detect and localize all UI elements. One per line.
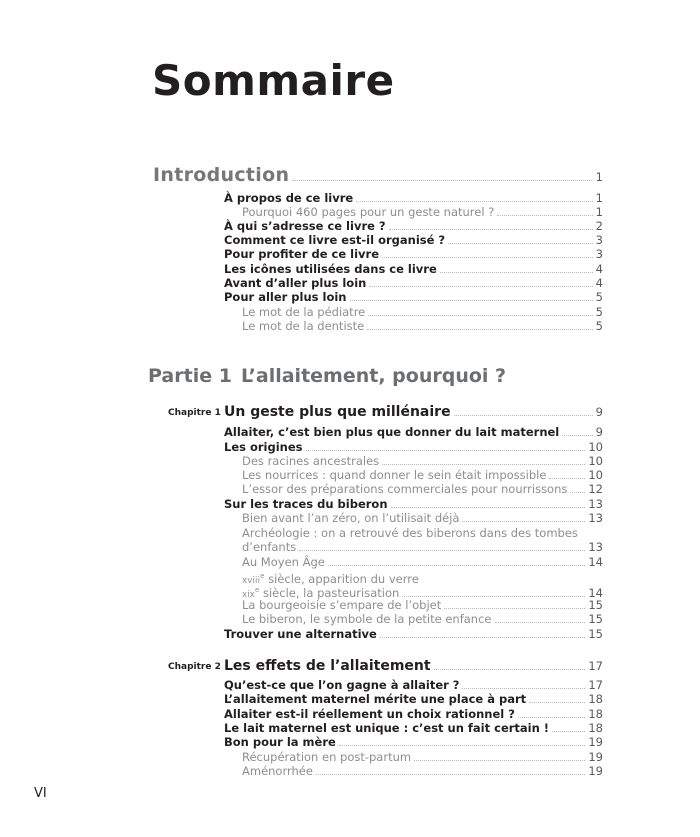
page-number: 2 xyxy=(595,219,603,233)
chapter-title: Un geste plus que millénaire xyxy=(224,404,451,420)
entry-label-line1: Archéologie : on a retrouvé des biberons dans des tombes xyxy=(242,526,578,540)
entry-label: Pour profiter de ce livre xyxy=(224,247,379,261)
entry-label: Le lait maternel est unique : c’est un fait certain ! xyxy=(224,721,550,735)
toc-entry[interactable] xyxy=(242,305,603,319)
page-number: 3 xyxy=(595,233,603,247)
entry-label: La bourgeoisie s’empare de l’objet xyxy=(242,598,442,612)
leader-dots xyxy=(306,450,586,451)
page-number: 15 xyxy=(588,612,603,626)
toc-entry[interactable] xyxy=(224,627,603,641)
leader-dots xyxy=(350,300,593,301)
leader-dots xyxy=(448,243,593,244)
entry-label: Le mot de la dentiste xyxy=(242,319,365,333)
page-number: 1 xyxy=(595,205,603,219)
toc-entry[interactable] xyxy=(224,191,603,205)
toc-entry[interactable] xyxy=(224,440,603,454)
page-number: 18 xyxy=(588,692,603,706)
leader-dots xyxy=(380,637,586,638)
page-number: 1 xyxy=(595,191,603,205)
entry-label: Trouver une alternative xyxy=(224,627,377,641)
part-heading[interactable] xyxy=(148,365,506,387)
entry-label: Les nourrices : quand donner le sein était impossible xyxy=(242,468,547,482)
leader-dots xyxy=(562,435,592,436)
page-number: 18 xyxy=(588,721,603,735)
chapter-label: Chapitre 2 xyxy=(168,662,221,672)
page-folio: VI xyxy=(34,786,47,801)
page-number: 19 xyxy=(588,735,603,749)
century-numeral: xviii xyxy=(242,575,261,586)
leader-dots xyxy=(391,507,586,508)
leader-dots xyxy=(440,272,593,273)
toc-entry[interactable] xyxy=(224,233,603,247)
page-number: 19 xyxy=(588,764,603,778)
page-number: 17 xyxy=(588,659,603,673)
toc-entry[interactable] xyxy=(242,482,603,496)
toc-entry[interactable] xyxy=(224,678,603,692)
leader-dots xyxy=(369,286,592,287)
toc-entry[interactable] xyxy=(242,764,603,778)
page-number: 10 xyxy=(588,468,603,482)
entry-label: siècle, apparition du verre xyxy=(264,571,419,586)
page-title: Sommaire xyxy=(152,56,395,105)
entry-label: Sur les traces du biberon xyxy=(224,497,388,511)
leader-dots xyxy=(462,521,585,522)
entry-label: L’essor des préparations commerciales pour nourrissons xyxy=(242,482,568,496)
page-number: 4 xyxy=(595,276,603,290)
page-number: 14 xyxy=(588,585,603,600)
toc-entry[interactable] xyxy=(224,721,603,735)
toc-entry[interactable] xyxy=(224,497,603,511)
entry-label: siècle, la pasteurisation xyxy=(259,585,400,600)
page-number: 5 xyxy=(595,305,603,319)
page-number: 10 xyxy=(588,440,603,454)
century-numeral: xix xyxy=(242,589,256,600)
toc-entry[interactable] xyxy=(242,612,603,626)
chapter-label: Chapitre 1 xyxy=(168,408,221,418)
leader-dots xyxy=(382,464,585,465)
entry-label: Bien avant l’an zéro, on l’utilisait déjà xyxy=(242,511,460,525)
entry-label: Pourquoi 460 pages pour un geste naturel ? xyxy=(242,205,495,219)
toc-entry[interactable] xyxy=(224,276,603,290)
leader-dots xyxy=(316,774,585,775)
toc-entry[interactable] xyxy=(224,262,603,276)
leader-dots xyxy=(434,669,586,670)
toc-entry-introduction[interactable] xyxy=(153,164,603,186)
page-number: 17 xyxy=(588,678,603,692)
toc-entry[interactable] xyxy=(224,707,603,721)
page-number: 5 xyxy=(595,319,603,333)
entry-label: Les icônes utilisées dans ce livre xyxy=(224,262,437,276)
toc-entry[interactable] xyxy=(242,583,603,600)
toc-chapter-entry[interactable] xyxy=(224,404,603,421)
introduction-title: Introduction xyxy=(153,164,290,186)
entry-label: Aménorrhée xyxy=(242,764,313,778)
leader-dots xyxy=(367,329,592,330)
toc-entry[interactable] xyxy=(224,247,603,261)
leader-dots xyxy=(389,229,593,230)
entry-label: Au Moyen Âge xyxy=(242,555,325,569)
leader-dots xyxy=(444,608,585,609)
page-number: 14 xyxy=(588,555,603,569)
page-number: 12 xyxy=(588,482,603,496)
part-title: L’allaitement, pourquoi ? xyxy=(240,365,507,387)
entry-label: Le mot de la pédiatre xyxy=(242,305,366,319)
century-suffix: e xyxy=(255,586,260,594)
entry-label: Bon pour la mère xyxy=(224,735,336,749)
page-number: 1 xyxy=(595,170,603,184)
toc-entry[interactable] xyxy=(224,290,603,304)
page-number: 15 xyxy=(588,598,603,612)
entry-label: Récupération en post-partum xyxy=(242,750,412,764)
leader-dots xyxy=(529,702,585,703)
page-number: 5 xyxy=(595,290,603,304)
page-number: 3 xyxy=(595,247,603,261)
entry-label: L’allaitement maternel mérite une place à part xyxy=(224,692,527,706)
entry-label: Allaiter, c’est bien plus que donner du lait maternel xyxy=(224,425,560,439)
leader-dots xyxy=(402,596,585,597)
entry-label: Qu’est-ce que l’on gagne à allaiter ? xyxy=(224,678,460,692)
entry-label: d’enfants xyxy=(242,540,297,554)
leader-dots xyxy=(382,257,593,258)
page-number: 15 xyxy=(588,627,603,641)
toc-entry[interactable] xyxy=(242,598,603,612)
toc-entry[interactable] xyxy=(224,692,603,706)
leader-dots xyxy=(454,415,593,416)
toc-entry[interactable] xyxy=(242,540,603,554)
part-label: Partie 1 xyxy=(148,365,232,387)
entry-label: À propos de ce livre xyxy=(224,191,354,205)
toc-entry[interactable] xyxy=(242,454,603,468)
page-number: 13 xyxy=(588,540,603,554)
leader-dots xyxy=(462,688,585,689)
leader-dots xyxy=(570,492,585,493)
toc-entry[interactable] xyxy=(242,750,603,764)
page-number: 10 xyxy=(588,454,603,468)
leader-dots xyxy=(356,201,592,202)
entry-label: Allaiter est-il réellement un choix rationnel ? xyxy=(224,707,515,721)
entry-label: À qui s’adresse ce livre ? xyxy=(224,219,386,233)
entry-label: Le biberon, le symbole de la petite enfance xyxy=(242,612,492,626)
page-number: 13 xyxy=(588,497,603,511)
leader-dots xyxy=(518,717,585,718)
toc-entry[interactable] xyxy=(242,511,603,525)
chapter-title: Les effets de l’allaitement xyxy=(224,658,431,674)
page-number: 9 xyxy=(595,425,603,439)
leader-dots xyxy=(549,478,585,479)
leader-dots xyxy=(339,745,586,746)
toc-entry[interactable] xyxy=(224,219,603,233)
page-number: 19 xyxy=(588,750,603,764)
entry-label: Pour aller plus loin xyxy=(224,290,347,304)
entry-label: Les origines xyxy=(224,440,303,454)
toc-entry[interactable] xyxy=(224,425,603,439)
entry-label: Avant d’aller plus loin xyxy=(224,276,367,290)
leader-dots xyxy=(299,550,585,551)
toc-entry[interactable] xyxy=(242,319,603,333)
toc-chapter-entry[interactable] xyxy=(224,658,603,675)
toc-entry[interactable] xyxy=(242,555,603,569)
leader-dots xyxy=(495,622,586,623)
leader-dots xyxy=(368,315,592,316)
page-number: 13 xyxy=(588,511,603,525)
toc-entry[interactable] xyxy=(242,468,603,482)
leader-dots xyxy=(328,565,586,566)
page-number: 4 xyxy=(595,262,603,276)
toc-entry[interactable] xyxy=(224,735,603,749)
century-suffix: e xyxy=(260,572,265,580)
page-number: 9 xyxy=(595,405,603,419)
toc-entry[interactable] xyxy=(242,205,603,219)
leader-dots xyxy=(552,731,585,732)
leader-dots xyxy=(497,215,592,216)
page-number: 18 xyxy=(588,707,603,721)
entry-label: Des racines ancestrales xyxy=(242,454,380,468)
leader-dots xyxy=(414,760,585,761)
entry-label: Comment ce livre est-il organisé ? xyxy=(224,233,446,247)
leader-dots xyxy=(292,180,591,181)
